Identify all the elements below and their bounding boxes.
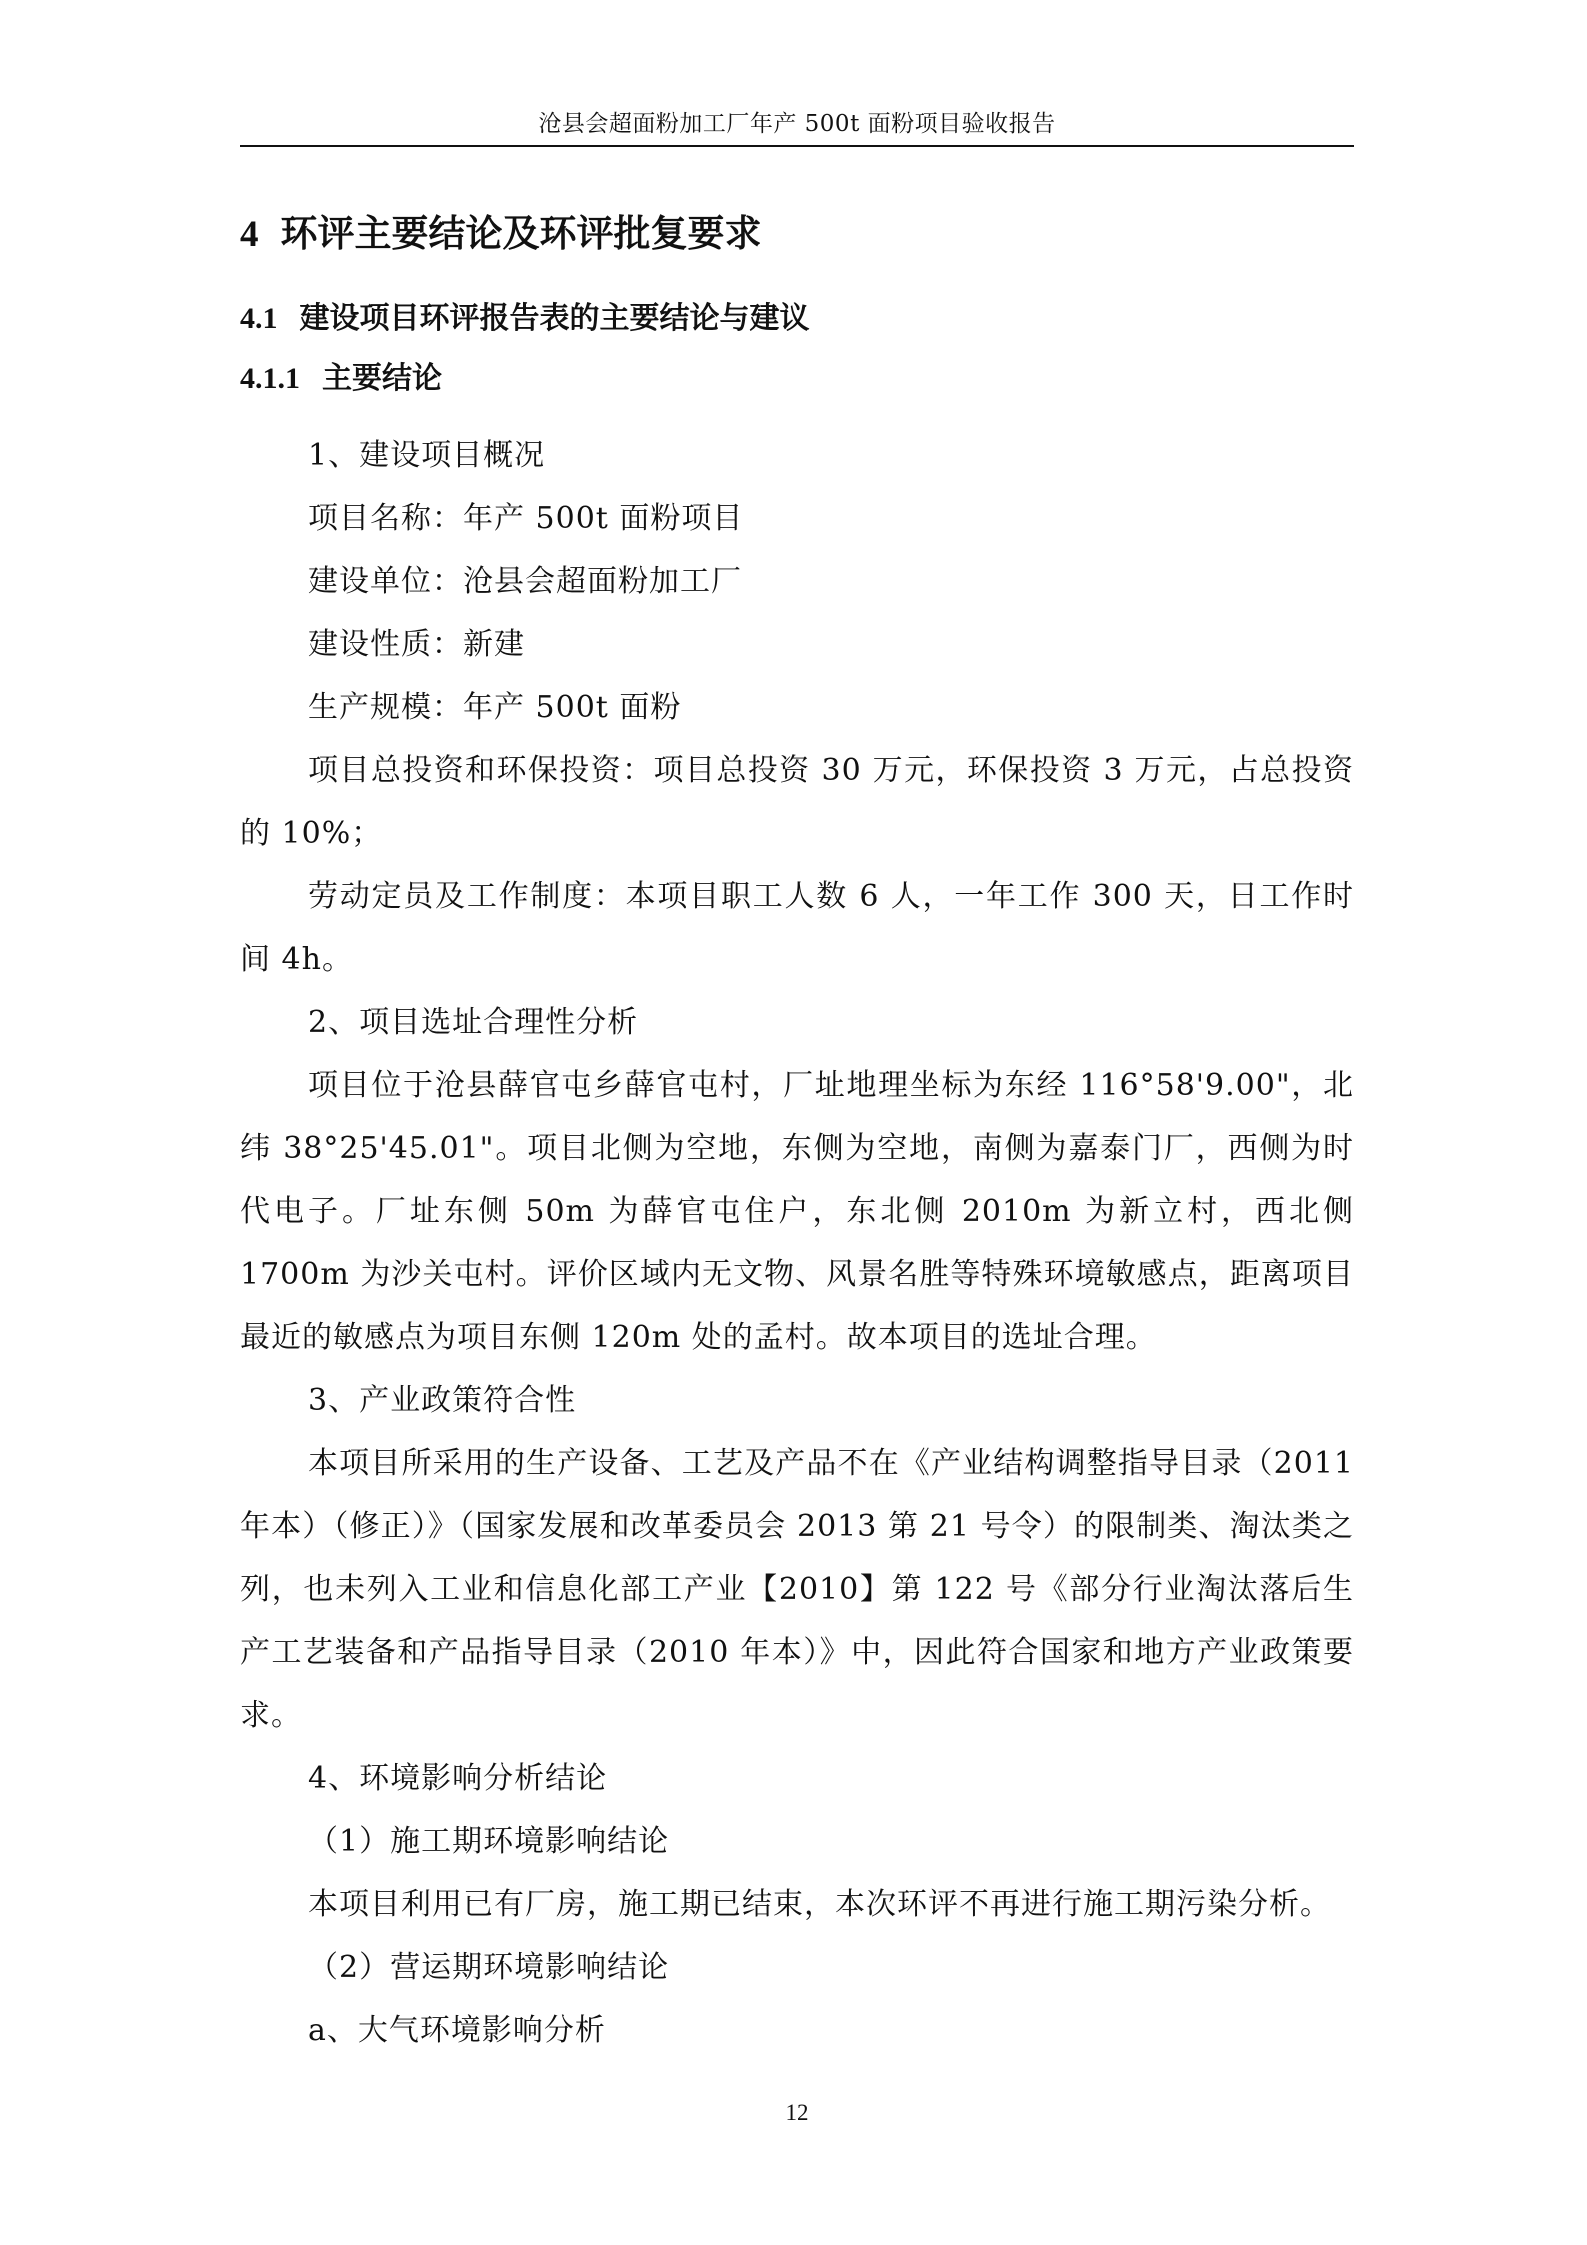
paragraph-construction-nature: 建设性质：新建 — [308, 627, 525, 662]
paragraph-site-selection-heading: 2、项目选址合理性分析 — [308, 1005, 639, 1040]
paragraph-construction-period-heading: （1）施工期环境影响结论 — [308, 1824, 670, 1859]
paragraph-investment: 项目总投资和环保投资：项目总投资 30 万元，环保投资 3 万元，占总投资的 10%； — [240, 753, 1354, 851]
paragraph-industry-policy-heading: 3、产业政策符合性 — [308, 1383, 577, 1418]
chapter-title: 环评主要结论及环评批复要求 — [280, 211, 762, 255]
section-number: 4.1 — [240, 302, 278, 335]
paragraph-site-selection: 项目位于沧县薛官屯乡薛官屯村，厂址地理坐标为东经 116°58'9.00"，北纬 38°25'45.01"。项目北侧为空地，东侧为空地，南侧为嘉泰门厂，西侧为时代电子。厂址东侧 50m 为薛官屯住户，东北侧 2010m 为新立村，西北侧 1700m 为沙关屯村。评价区域内无文物、风景名胜等特殊环境敏感点，距离项目最近的敏感点为项目东侧 120m 处的孟村。故本项目的选址合理。 — [240, 1068, 1354, 1355]
paragraph-staffing: 劳动定员及工作制度：本项目职工人数 6 人，一年工作 300 天，日工作时间 4h。 — [240, 879, 1354, 977]
paragraph-operation-period-heading: （2）营运期环境影响结论 — [308, 1950, 670, 1985]
page-number: 12 — [785, 2100, 809, 2125]
paragraph-project-overview-heading: 1、建设项目概况 — [308, 438, 546, 473]
document-body — [240, 200, 1354, 2062]
paragraph-impact-analysis-heading: 4、环境影响分析结论 — [308, 1761, 608, 1796]
subsection-heading — [240, 352, 1354, 406]
subsection-title: 主要结论 — [322, 361, 442, 396]
chapter-number: 4 — [240, 214, 259, 255]
subsection-number: 4.1.1 — [240, 362, 300, 395]
paragraph-construction-period: 本项目利用已有厂房，施工期已结束，本次环评不再进行施工期污染分析。 — [308, 1887, 1331, 1922]
section-title: 建设项目环评报告表的主要结论与建议 — [299, 301, 810, 336]
header-divider — [240, 145, 1354, 147]
paragraph-production-scale: 生产规模：年产 500t 面粉 — [308, 690, 682, 725]
paragraph-project-name: 项目名称：年产 500t 面粉项目 — [308, 501, 744, 536]
page-header: 沧县会超面粉加工厂年产 500t 面粉项目验收报告 — [538, 111, 1056, 137]
paragraph-industry-policy: 本项目所采用的生产设备、工艺及产品不在《产业结构调整指导目录（2011 年本）（修正）》（国家发展和改革委员会 2013 第 21 号令）的限制类、淘汰类之列，也未列入工业和信息化部工产业【2010】第 122 号《部分行业淘汰落后生产工艺装备和产品指导目录（2010 年本）》中，因此符合国家和地方产业政策要求。 — [240, 1446, 1354, 1733]
section-heading — [240, 292, 1354, 346]
paragraph-air-impact-heading: a、大气环境影响分析 — [308, 2013, 606, 2048]
chapter-heading — [240, 200, 1354, 268]
paragraph-construction-unit: 建设单位：沧县会超面粉加工厂 — [308, 564, 742, 599]
